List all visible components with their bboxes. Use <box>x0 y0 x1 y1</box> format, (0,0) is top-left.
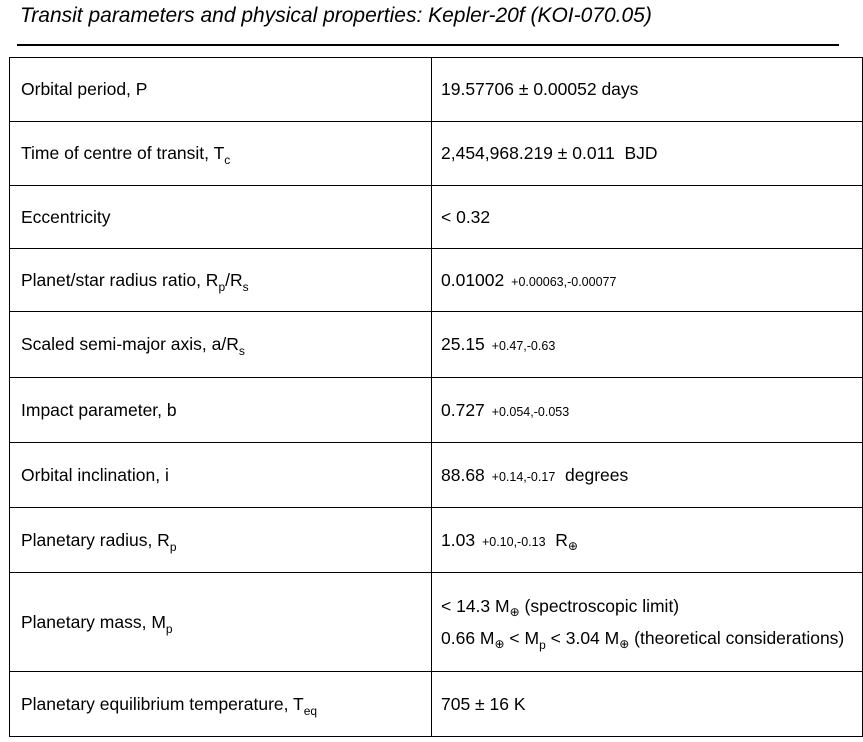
error-range: +0.47,-0.63 <box>491 339 556 353</box>
error-range: +0.14,-0.17 <box>491 469 556 484</box>
table-row <box>10 249 863 312</box>
table-row <box>10 378 863 443</box>
table-row <box>10 186 863 249</box>
row-value: 19.57706 ± 0.00052 days <box>432 58 863 122</box>
table-row <box>10 672 863 737</box>
error-range: +0.00063,-0.00077 <box>511 274 617 289</box>
table-row <box>10 508 863 573</box>
table-row <box>10 573 863 672</box>
row-value <box>432 573 863 672</box>
table-title: Transit parameters and physical properties: Kepler-20f (KOI-070.05) <box>20 4 652 27</box>
row-label: Orbital period, P <box>10 58 432 122</box>
earth-symbol-icon: ⊕ <box>619 636 630 651</box>
row-value: 25.15 +0.47,-0.63 <box>432 312 863 378</box>
row-value: 705 ± 16 K <box>432 672 863 737</box>
parameters-table <box>9 57 863 737</box>
earth-symbol-icon: ⊕ <box>509 604 520 619</box>
mass-spectroscopic-limit: < 14.3 $M_\oplus$ (spectroscopic limit) <box>441 595 680 619</box>
table-row <box>10 58 863 122</box>
row-label: Eccentricity <box>10 186 432 249</box>
row-value: 0.01002 +0.00063,-0.00077 <box>432 249 863 312</box>
row-value: 88.68 +0.14,-0.17 degrees <box>432 443 863 508</box>
row-value: 0.727 +0.054,-0.053 <box>432 378 863 443</box>
row-value: 1.03 +0.10,-0.13 $R_\oplus$ <box>432 508 863 573</box>
row-value: 2,454,968.219 ± 0.011 BJD <box>432 122 863 186</box>
title-rule <box>17 44 839 46</box>
earth-symbol-icon: ⊕ <box>567 538 578 553</box>
row-label: Scaled semi-major axis, $a/R_s$ <box>10 312 432 378</box>
table-row <box>10 443 863 508</box>
row-label: Impact parameter, b <box>10 378 432 443</box>
row-label: Planet/star radius ratio, $R_p/R_s$ <box>10 249 432 312</box>
row-label: Orbital inclination, i <box>10 443 432 508</box>
row-value: < 0.32 <box>432 186 863 249</box>
table-row <box>10 122 863 186</box>
earth-symbol-icon: ⊕ <box>494 636 505 651</box>
table-row <box>10 312 863 378</box>
error-range: +0.10,-0.13 <box>481 534 546 549</box>
row-label: Planetary equilibrium temperature, $T_{eq}$ <box>10 672 432 737</box>
mass-theoretical-range: 0.66 $M_\oplus < M_p < 3.04$ $M_\oplus$ (theoretical considerations) <box>441 627 845 652</box>
row-label: Planetary mass, $M_p$ <box>10 573 432 672</box>
error-range: +0.054,-0.053 <box>491 404 570 419</box>
row-label: Time of centre of transit, $T_c$ <box>10 122 432 186</box>
row-label: Planetary radius, $R_p$ <box>10 508 432 573</box>
